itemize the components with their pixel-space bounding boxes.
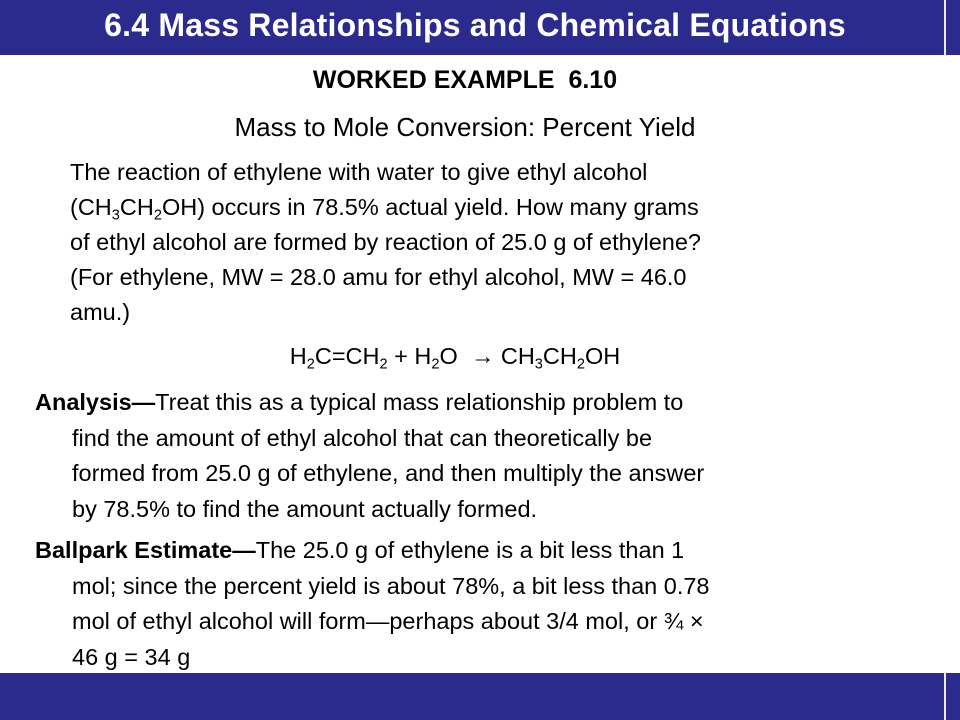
eq-part: C=CH (314, 343, 380, 369)
problem-line-2-part-a: (CH (70, 194, 112, 220)
eq-part: O → CH (439, 343, 535, 369)
problem-statement (70, 155, 890, 330)
problem-line-2-part-b: CH (119, 194, 154, 220)
analysis-text: Treat this as a typical mass relationship problem to (155, 389, 684, 415)
title-bar-divider (944, 0, 946, 55)
eq-part: CH (542, 343, 577, 369)
subscript: 2 (431, 356, 440, 373)
analysis-line-3: formed from 25.0 g of ethylene, and then multiply the answer (72, 460, 705, 486)
problem-line-4: (For ethylene, MW = 28.0 amu for ethyl alcohol, MW = 46.0 (70, 264, 687, 290)
subscript: 2 (379, 356, 388, 373)
analysis-line-1 (35, 385, 905, 421)
analysis-line-2: find the amount of ethyl alcohol that can theoretically be (72, 424, 653, 451)
subscript: 2 (153, 207, 162, 224)
slide-title: 6.4 Mass Relationships and Chemical Equations (104, 7, 846, 43)
chemical-equation (0, 343, 910, 373)
problem-line-1: The reaction of ethylene with water to give ethyl alcohol (70, 159, 648, 185)
eq-part: H (289, 343, 307, 369)
eq-part: + H (387, 343, 432, 369)
footer-bar-divider (944, 673, 946, 720)
ballpark-line-4: 46 g = 34 g (72, 643, 191, 670)
analysis-line-4: by 78.5% to find the amount actually formed. (72, 495, 538, 522)
worked-example-label: WORKED EXAMPLE 6.10 (312, 66, 618, 94)
footer-bar (0, 673, 960, 720)
ballpark-line-1 (35, 533, 905, 569)
analysis-lead: Analysis— (35, 389, 156, 415)
subscript: 3 (111, 207, 120, 224)
analysis-paragraph (35, 385, 905, 527)
problem-line-2-part-c: OH) occurs in 78.5% actual yield. How many grams (161, 194, 699, 220)
ballpark-line-2: mol; since the percent yield is about 78%, a bit less than 0.78 (72, 572, 710, 599)
ballpark-text: The 25.0 g of ethylene is a bit less than 1 (255, 537, 685, 563)
subscript: 2 (576, 356, 585, 373)
ballpark-lead: Ballpark Estimate— (35, 537, 256, 563)
ballpark-paragraph (35, 533, 905, 675)
ballpark-line-3: mol of ethyl alcohol will form—perhaps about 3/4 mol, or ¾ × (72, 608, 704, 634)
subscript: 2 (306, 356, 315, 373)
subscript: 3 (534, 356, 543, 373)
example-subtitle: Mass to Mole Conversion: Percent Yield (234, 112, 696, 142)
problem-line-5: amu.) (70, 299, 131, 325)
title-bar (0, 0, 960, 55)
problem-line-3: of ethyl alcohol are formed by reaction of 25.0 g of ethylene? (70, 229, 701, 255)
eq-part: OH (584, 343, 621, 369)
problem-line-2 (70, 190, 890, 225)
